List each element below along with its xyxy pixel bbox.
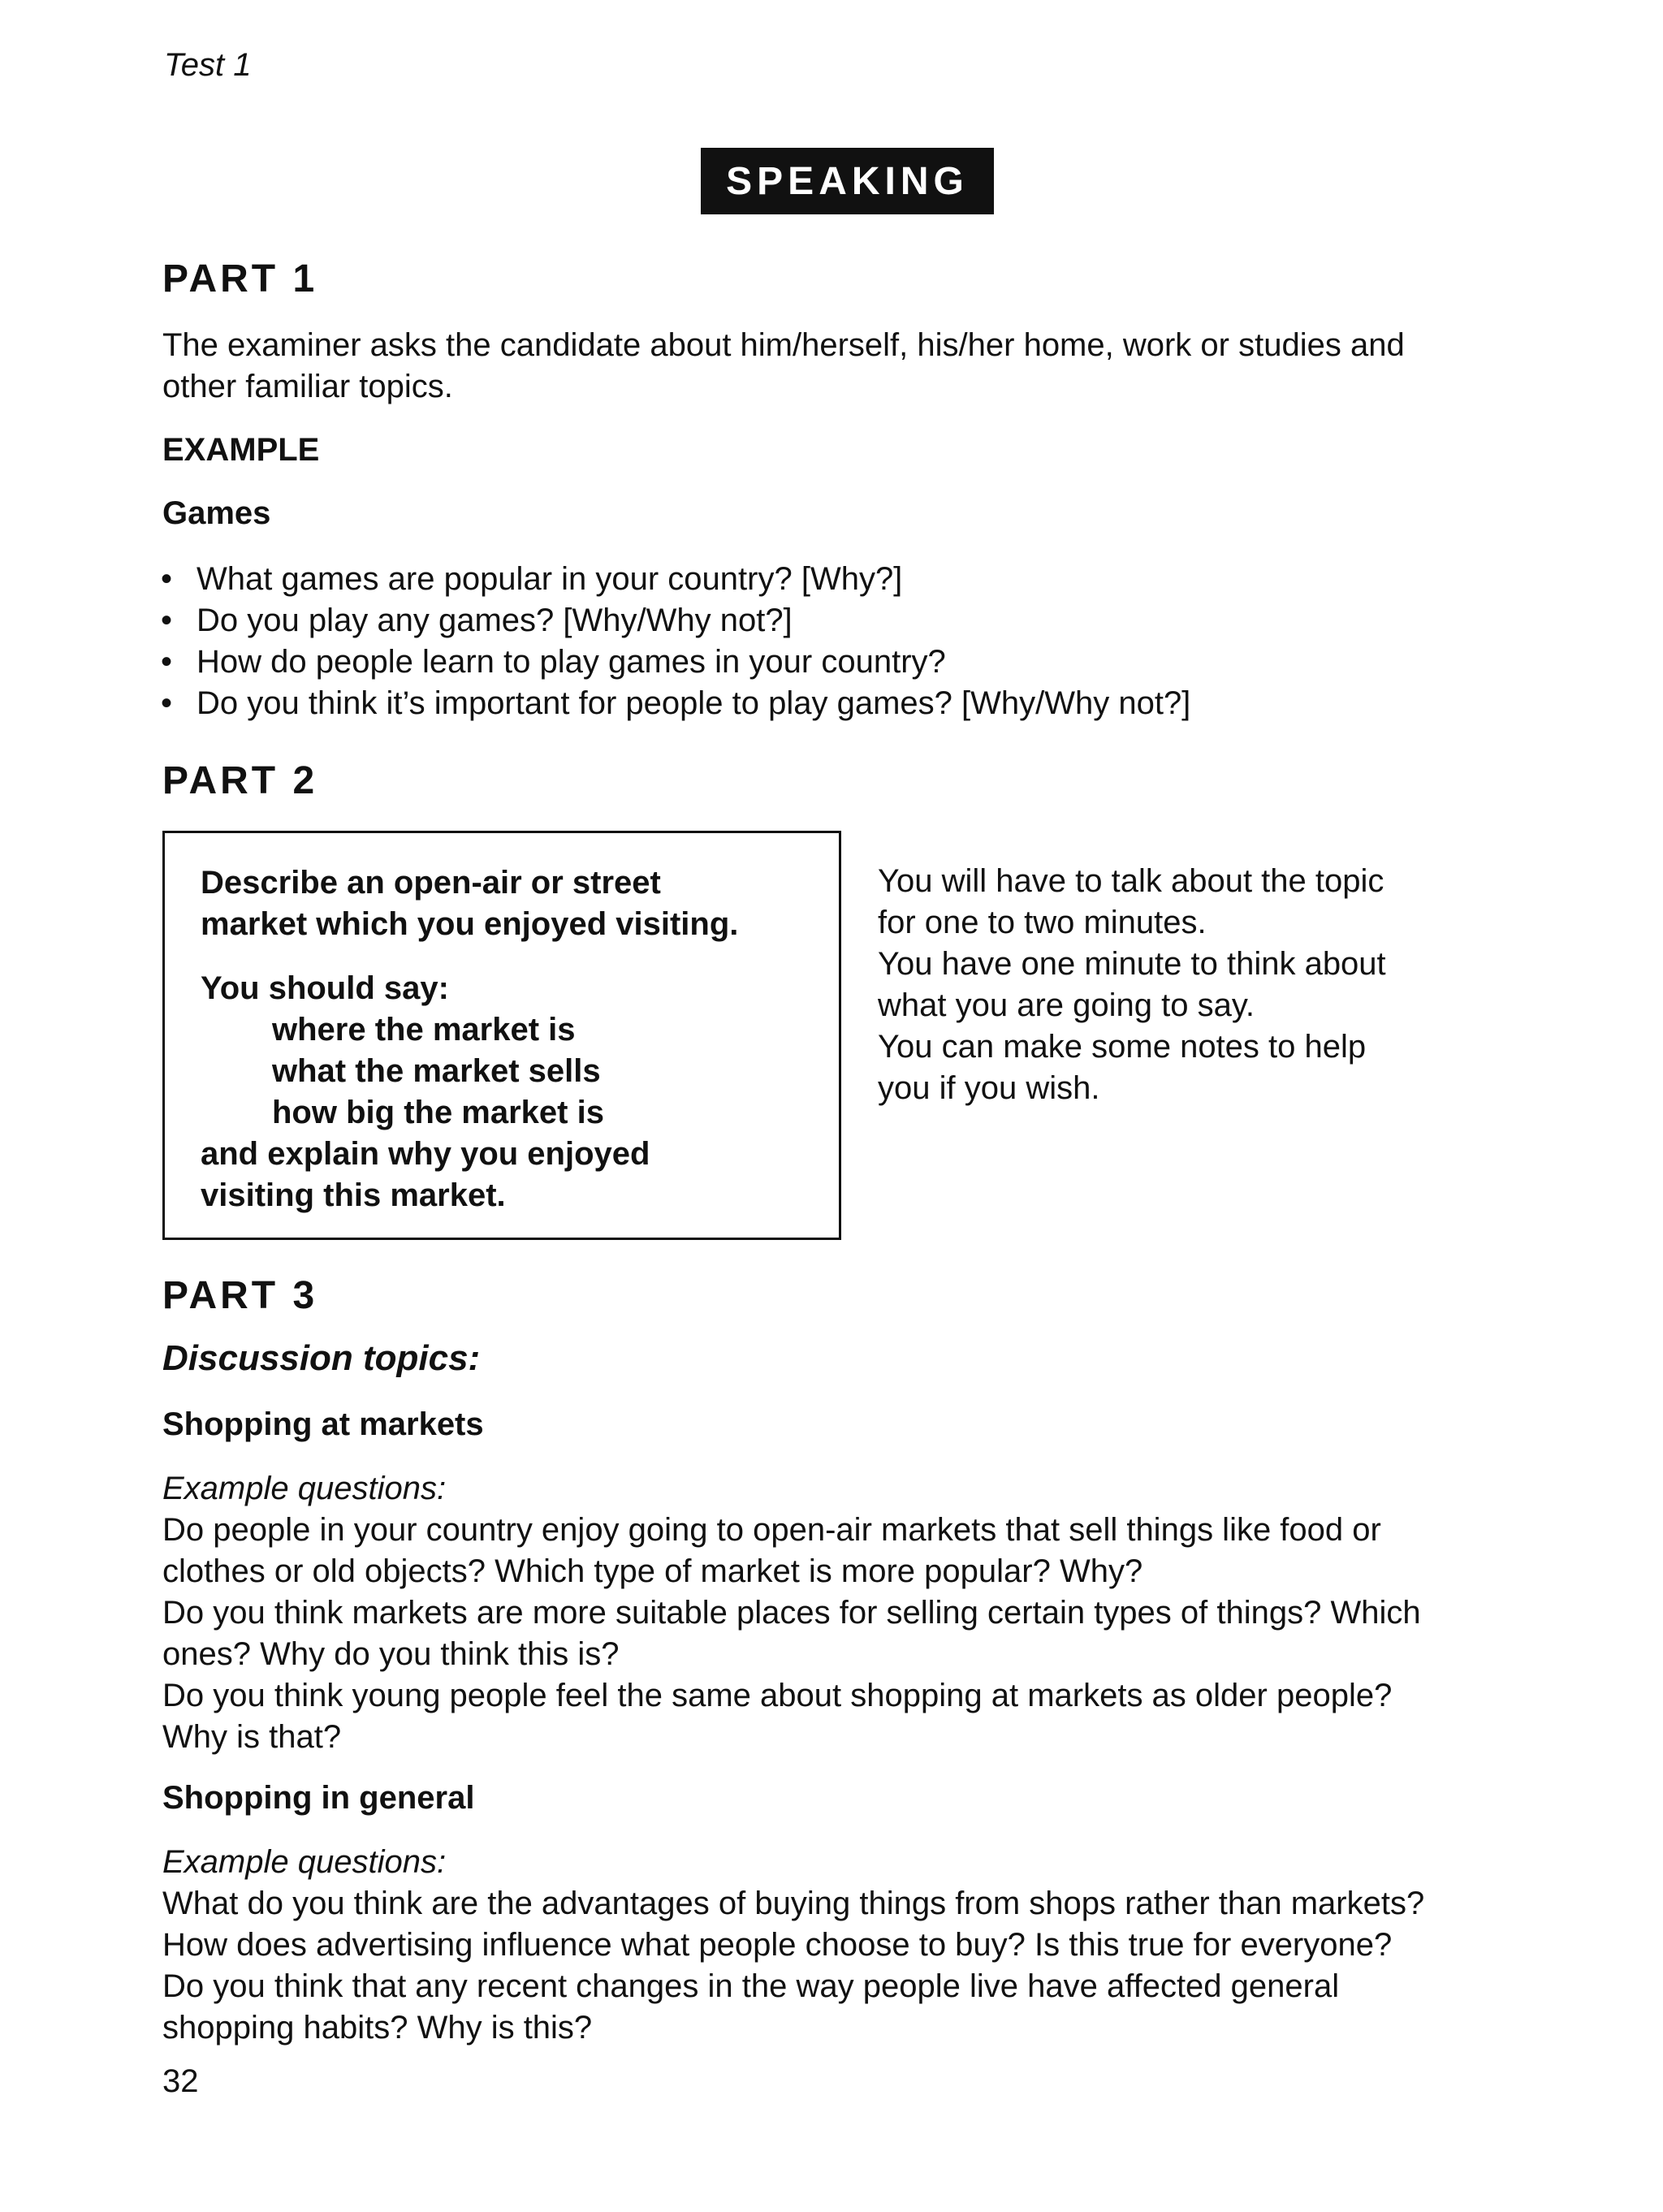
cue-card [162,831,841,1240]
part1-topic: Games [162,495,271,531]
question-line: ones? Why do you think this is? [162,1636,620,1672]
list-item: • How do people learn to play games in your country? [161,642,1190,683]
instruction-line: what you are going to say. [878,987,1255,1023]
part1-intro-line: The examiner asks the candidate about him/herself, his/her home, work or studies and [162,327,1405,363]
part1-question-list [161,559,1190,724]
should-say-label: You should say: [201,970,449,1006]
instruction-line: You have one minute to think about [878,946,1386,982]
question-line: Do you think that any recent changes in the way people live have affected general [162,1968,1340,2004]
part1-intro [162,325,1405,408]
question-line: Do you think markets are more suitable places for selling certain types of things? Which [162,1595,1421,1631]
question-line: clothes or old objects? Which type of market is more popular? Why? [162,1553,1143,1589]
part2-instructions [878,861,1386,1109]
part1-heading: PART 1 [162,257,318,300]
part1-intro-line: other familiar topics. [162,369,453,404]
cue-point: what the market sells [272,1053,601,1089]
cue-point: how big the market is [272,1095,604,1130]
cue-explain-line: and explain why you enjoyed [201,1136,650,1172]
list-item: • What games are popular in your country? [Why?] [161,559,1190,600]
list-item: • Do you play any games? [Why/Why not?] [161,600,1190,642]
topic-title: Shopping at markets [162,1406,484,1442]
test-label: Test 1 [164,47,252,83]
instruction-line: You will have to talk about the topic [878,863,1384,899]
speaking-banner: SPEAKING [701,148,994,214]
cue-prompt-line: market which you enjoyed visiting. [201,906,739,942]
instruction-line: for one to two minutes. [878,905,1207,940]
question-line: shopping habits? Why is this? [162,2010,593,2046]
instruction-line: you if you wish. [878,1070,1100,1106]
question-line: Why is that? [162,1719,342,1755]
cue-point: where the market is [272,1012,576,1048]
cue-card-prompt [201,862,738,945]
example-label: EXAMPLE [162,432,320,468]
discussion-topics-label: Discussion topics: [162,1338,481,1378]
example-questions-label: Example questions: [162,1844,447,1880]
instruction-line: You can make some notes to help [878,1029,1367,1065]
list-item: • Do you think it’s important for people to play games? [Why/Why not?] [161,683,1190,724]
topic-title: Shopping in general [162,1780,475,1816]
topic-question-list [162,1883,1424,2049]
question-line: How does advertising influence what people choose to buy? Is this true for everyone? [162,1927,1393,1963]
cue-card-points [201,968,650,1216]
question-line: Do you think young people feel the same about shopping at markets as older people? [162,1678,1393,1713]
example-questions-label: Example questions: [162,1471,447,1506]
question-line: Do people in your country enjoy going to open-air markets that sell things like food or [162,1512,1381,1548]
question-line: What do you think are the advantages of buying things from shops rather than markets? [162,1886,1425,1921]
topic-question-list [162,1510,1421,1758]
part3-heading: PART 3 [162,1274,318,1317]
page-number: 32 [162,2063,199,2099]
cue-prompt-line: Describe an open-air or street [201,865,661,901]
cue-explain-line: visiting this market. [201,1177,506,1213]
part2-heading: PART 2 [162,759,318,802]
